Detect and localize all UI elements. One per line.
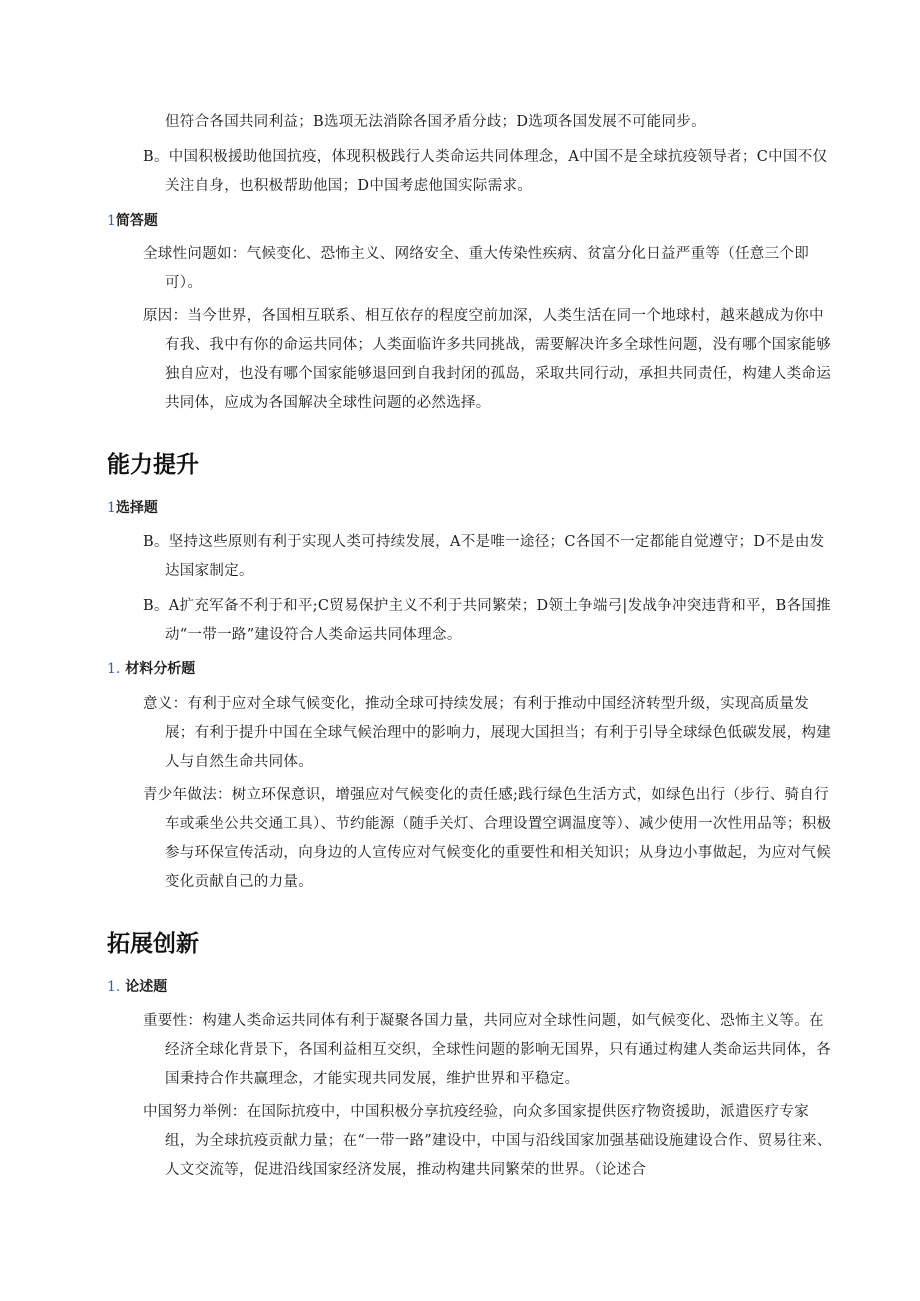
- essay-paragraph-2: 中国努力举例：在国际抗疫中，中国积极分享抗疫经验，向众多国家提供医疗物资援助，派遣医疗专家组，为全球抗疫贡献力量；在“一带一路”建设中，中国与沿线国家加强基础设施建设合作、贸易往来、人文交流等，促进沿线国家经济发展，推动构建共同繁荣的世界。（论述合: [143, 1104, 832, 1178]
- choice-number: 1: [107, 500, 116, 516]
- choice-title: 选择题: [115, 500, 158, 516]
- choice-paragraph-2: B。A扩充军备不利于和平;C贸易保护主义不利于共同繁荣；D领土争端弓|发战争冲突违背和平，B各国推动“一带一路”建设符合人类命运共同体理念。: [143, 598, 831, 643]
- short-answer-label: [107, 211, 158, 231]
- material-number: 1.: [107, 661, 121, 677]
- essay-paragraph-1: 重要性：构建人类命运共同体有利于凝聚各国力量，共同应对全球性问题，如气候变化、恐怖主义等。在经济全球化背景下，各国利益相互交织，全球性问题的影响无国界，只有通过构建人类命运共同体，各国秉持合作共赢理念，才能实现共同发展，维护世界和平稳定。: [143, 1013, 831, 1087]
- material-paragraph-2: 青少年做法：树立环保意识，增强应对气候变化的责任感;践行绿色生活方式，如绿色出行（步行、骑自行车或乘坐公共交通工具）、节约能源（随手关灯、合理设置空调温度等）、减少使用一次性用品等；积极参与环保宣传活动，向身边的人宣传应对气候变化的重要性和相关知识；从身边小事做起，为应对气候变化贡献自己的力量。: [143, 787, 832, 890]
- short-answer-title: 简答题: [115, 213, 158, 229]
- essay-title: 论述题: [125, 979, 168, 995]
- short-answer-paragraph-2: 原因：当今世界，各国相互联系、相互依存的程度空前加深，人类生活在同一个地球村，越来越成为你中有我、我中有你的命运共同体；人类面临许多共同挑战，需要解决许多全球性问题，没有哪个国家能够独自应对，也没有哪个国家能够退回到自我封闭的孤岛，采取共同行动，承担共同责任，构建人类命运共同体，应成为各国解决全球性问题的必然选择。: [143, 308, 831, 411]
- material-label: [107, 659, 195, 679]
- material-paragraph-1: 意义：有利于应对全球气候变化，推动全球可持续发展；有利于推动中国经济转型升级，实现高质量发展；有利于提升中国在全球气候治理中的影响力，展现大国担当；有利于引导全球绿色低碳发展，构建人与自然生命共同体。: [143, 696, 831, 770]
- intro-paragraph-continuation: 但符合各国共同利益；B选项无法消除各国矛盾分歧；D选项各国发展不可能同步。: [165, 114, 706, 130]
- short-answer-number: 1: [107, 213, 116, 229]
- essay-number: 1.: [107, 979, 121, 995]
- intro-paragraph-answer: B。中国积极援助他国抗疫，体现积极践行人类命运共同体理念，A中国不是全球抗疫领导者；C中国不仅关注自身，也积极帮助他国；D中国考虑他国实际需求。: [143, 149, 828, 194]
- section-title-extension: 拓展创新: [107, 931, 199, 957]
- choice-paragraph-1: B。坚持这些原则有利于实现人类可持续发展，A不是唯一途径；C各国不一定都能自觉遵守；D不是由发达国家制定。: [143, 534, 825, 579]
- material-title: 材料分析题: [125, 661, 196, 677]
- section-title-ability: 能力提升: [107, 452, 199, 478]
- short-answer-paragraph-1: 全球性问题如：气候变化、恐怖主义、网络安全、重大传染性疾病、贫富分化日益严重等（任意三个即可）。: [143, 246, 809, 291]
- choice-label: [107, 498, 158, 518]
- essay-label: [107, 977, 167, 997]
